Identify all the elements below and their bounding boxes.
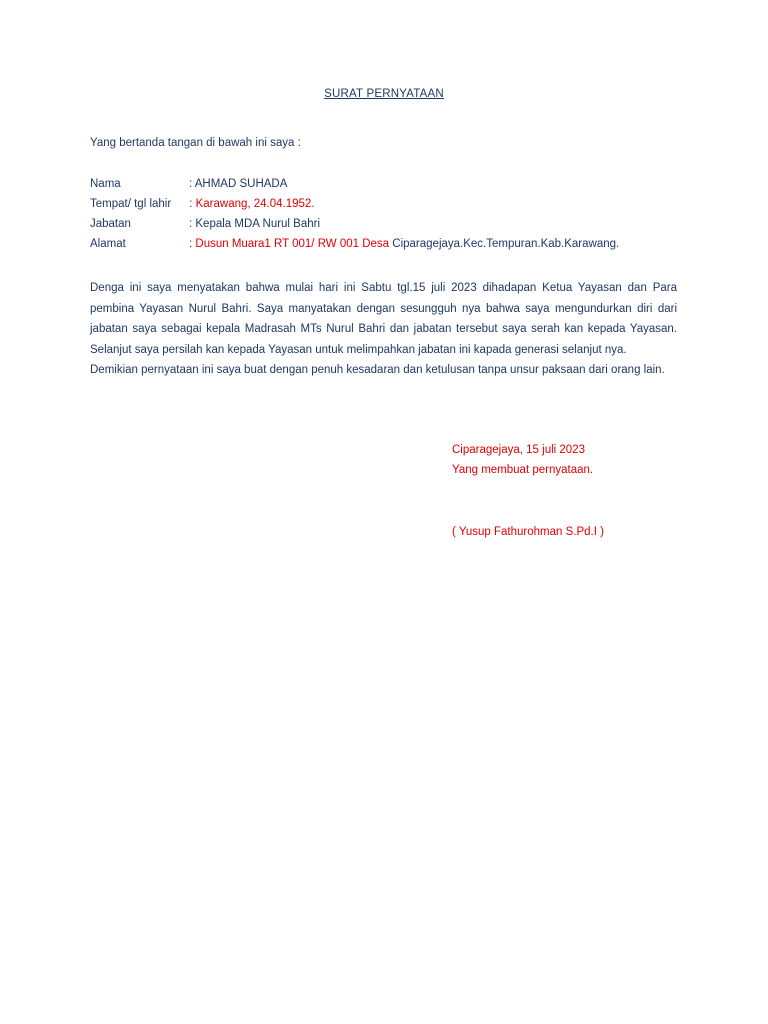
field-label-alamat: Alamat <box>90 238 126 250</box>
field-value-nama: : AHMAD SUHADA <box>189 178 288 190</box>
signature-closing: Yang membuat pernyataan. <box>452 464 594 476</box>
field-sep-ttl: : <box>186 198 196 210</box>
field-value-jabatan: : Kepala MDA Nurul Bahri <box>189 218 321 230</box>
document-title: SURAT PERNYATAAN <box>324 88 444 100</box>
field-label-jabatan: Jabatan <box>90 218 131 230</box>
field-value-ttl <box>186 198 315 210</box>
field-value-alamat <box>189 238 619 250</box>
field-value-ttl-text: Karawang, 24.04.1952. <box>195 198 315 210</box>
field-value-alamat-blue: Ciparagejaya.Kec.Tempuran.Kab.Karawang. <box>389 238 620 250</box>
field-value-alamat-red: Dusun Muara1 RT 001/ RW 001 Desa <box>195 238 390 250</box>
field-sep-alamat: : <box>189 238 196 250</box>
signature-place-date: Ciparagejaya, 15 juli 2023 <box>452 444 585 456</box>
intro-text: Yang bertanda tangan di bawah ini saya : <box>90 137 301 149</box>
field-label-ttl: Tempat/ tgl lahir <box>90 198 172 210</box>
statement-paragraph-2: Demikian pernyataan ini saya buat dengan penuh kesadaran dan ketulusan tanpa unsur paksaan dari orang lain. <box>90 364 665 376</box>
statement-body <box>90 278 677 381</box>
statement-paragraph-1: Denga ini saya menyatakan bahwa mulai hari ini Sabtu tgl.15 juli 2023 dihadapan Ketua Yayasan dan Para pembina Yayasan Nurul Bahri. Saya manyatakan dengan sesungguh nya bahwa saya mengundurkan diri dari jabatan saya sebagai kepala Madrasah MTs Nurul Bahri dan jabatan tersebut saya serah kan kepada Yayasan. Selanjut saya persilah kan kepada Yayasan untuk melimpahkan jabatan ini kapada generasi selanjut nya. <box>90 282 677 356</box>
signature-name: ( Yusup Fathurohman S.Pd.I ) <box>452 526 604 538</box>
field-label-nama: Nama <box>90 178 121 190</box>
